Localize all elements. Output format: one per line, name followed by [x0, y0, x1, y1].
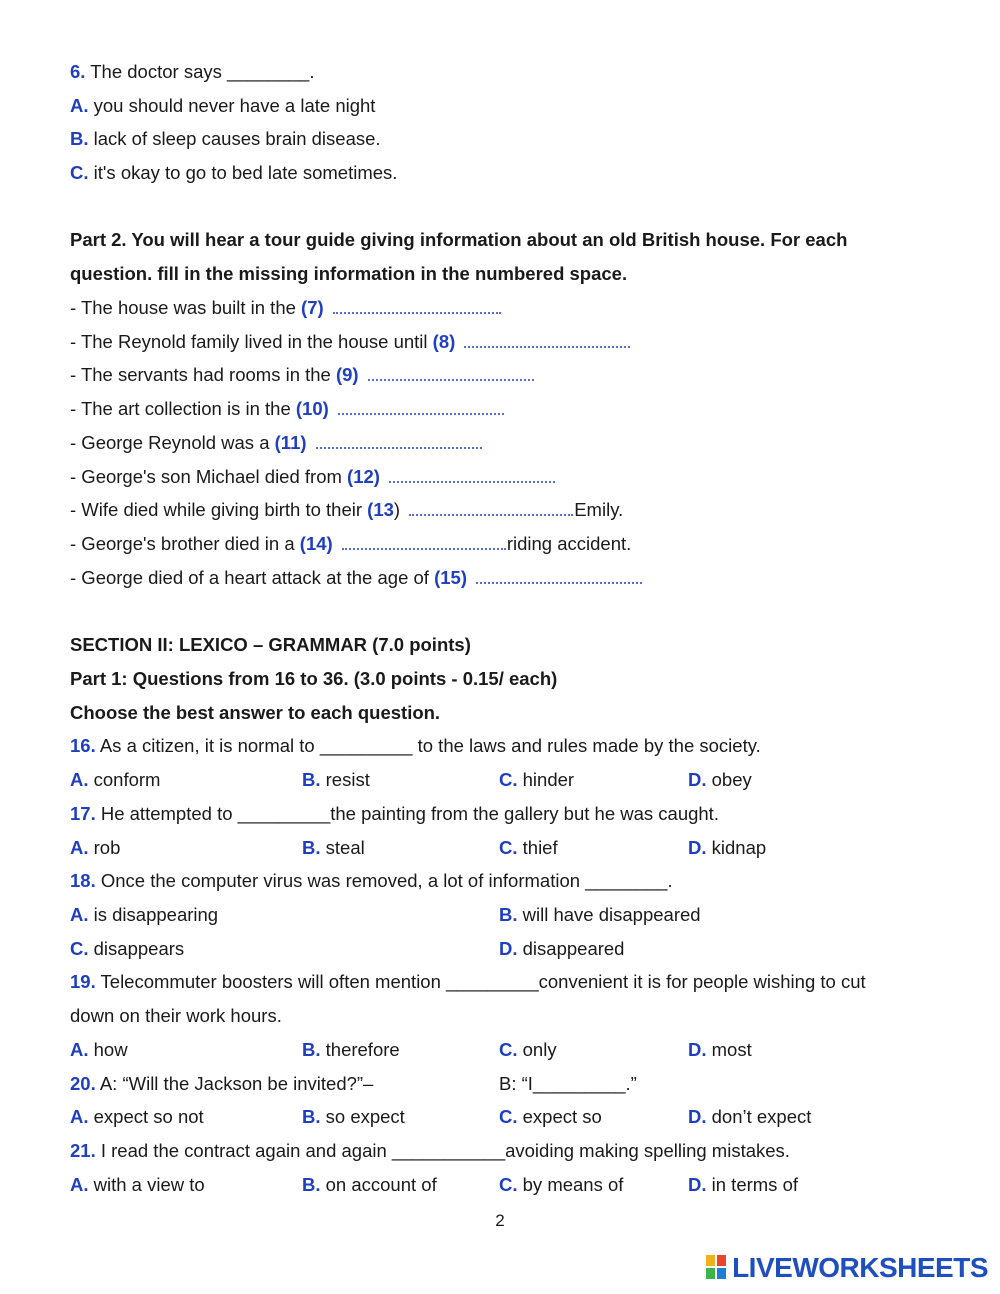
option-letter: C.: [70, 938, 89, 959]
answer-blank-15[interactable]: [476, 580, 642, 584]
question-number: 18.: [70, 870, 96, 891]
option-text: thief: [522, 837, 558, 858]
option-letter: B.: [302, 769, 321, 790]
option-letter: A.: [70, 837, 89, 858]
option-letter: D.: [688, 769, 707, 790]
option-letter: D.: [688, 1039, 707, 1060]
option-letter: D.: [499, 938, 518, 959]
q20-stem-b: B: “I_________.”: [499, 1073, 637, 1094]
q20-option-a[interactable]: [70, 1102, 204, 1132]
page-number: 2: [495, 1211, 505, 1230]
q18-option-a[interactable]: [70, 900, 218, 930]
question-number: 21.: [70, 1140, 96, 1161]
option-letter: A.: [70, 95, 89, 116]
option-text: hinder: [522, 769, 575, 790]
q6-option-c[interactable]: [70, 158, 397, 188]
q18-option-b[interactable]: [499, 900, 701, 930]
option-text: rob: [93, 837, 121, 858]
option-text: is disappearing: [93, 904, 219, 925]
question-number: 19.: [70, 971, 96, 992]
q16-option-c[interactable]: [499, 765, 574, 795]
item-text: - Wife died while giving birth to their: [70, 499, 368, 520]
item-text: - The art collection is in the: [70, 398, 296, 419]
item-paren: ): [393, 499, 401, 520]
option-text: will have disappeared: [522, 904, 701, 925]
q19-option-d[interactable]: [688, 1035, 752, 1065]
answer-blank-9[interactable]: [368, 377, 534, 381]
question-text: Telecommuter boosters will often mention _________convenient it is for people wishing to cut: [100, 971, 866, 992]
question-text: A: “Will the Jackson be invited?”–: [99, 1073, 374, 1094]
option-text: conform: [93, 769, 161, 790]
option-text: therefore: [325, 1039, 400, 1060]
item-number: (13: [367, 499, 394, 520]
option-text: only: [522, 1039, 557, 1060]
part2-item-9: [70, 360, 534, 390]
item-text: - George died of a heart attack at the age of: [70, 567, 435, 588]
q21-option-c[interactable]: [499, 1170, 623, 1200]
q17-stem: [70, 799, 719, 829]
q19-stem: [70, 967, 866, 997]
q21-option-d[interactable]: [688, 1170, 798, 1200]
section2-title: SECTION II: LEXICO – GRAMMAR (7.0 points): [70, 634, 471, 655]
option-letter: B.: [499, 904, 518, 925]
question-number: 17.: [70, 803, 96, 824]
option-text: don’t expect: [711, 1106, 812, 1127]
part2-item-8: [70, 327, 630, 357]
option-text: you should never have a late night: [93, 95, 376, 116]
item-text: - The house was built in the: [70, 297, 302, 318]
option-text: with a view to: [93, 1174, 205, 1195]
item-text: - George Reynold was a: [70, 432, 275, 453]
item-text: - George's son Michael died from: [70, 466, 348, 487]
option-text: expect so not: [93, 1106, 204, 1127]
item-number: (10): [295, 398, 329, 419]
q17-option-b[interactable]: [302, 833, 365, 863]
q21-stem: [70, 1136, 790, 1166]
option-letter: A.: [70, 769, 89, 790]
q19-option-b[interactable]: [302, 1035, 400, 1065]
question-text: He attempted to _________the painting from the gallery but he was caught.: [100, 803, 719, 824]
option-text: obey: [711, 769, 752, 790]
liveworksheets-logo-icon: [706, 1255, 728, 1281]
answer-blank-10[interactable]: [338, 411, 504, 415]
option-text: on account of: [325, 1174, 437, 1195]
q19-option-c[interactable]: [499, 1035, 557, 1065]
part2-item-12: [70, 462, 555, 492]
q18-stem: [70, 866, 673, 896]
option-letter: A.: [70, 1174, 89, 1195]
option-text: disappeared: [522, 938, 625, 959]
q17-option-c[interactable]: [499, 833, 558, 863]
item-text: - The servants had rooms in the: [70, 364, 336, 385]
option-letter: B.: [302, 1174, 321, 1195]
q6-number: 6.: [70, 61, 86, 82]
question-text: Once the computer virus was removed, a lot of information ________.: [100, 870, 673, 891]
option-letter: C.: [499, 837, 518, 858]
item-post-text: riding accident.: [506, 533, 632, 554]
section2-instruction: Choose the best answer to each question.: [70, 702, 441, 723]
q21-option-a[interactable]: [70, 1170, 205, 1200]
option-letter: D.: [688, 1106, 707, 1127]
option-text: in terms of: [711, 1174, 798, 1195]
option-letter: B.: [70, 128, 89, 149]
option-text: most: [711, 1039, 752, 1060]
option-letter: B.: [302, 1106, 321, 1127]
item-number: (12): [347, 466, 380, 487]
q17-option-a[interactable]: [70, 833, 120, 863]
item-number: (14): [299, 533, 333, 554]
question-text: As a citizen, it is normal to _________ to the laws and rules made by the society.: [99, 735, 761, 756]
liveworksheets-logo-text: LIVEWORKSHEETS: [732, 1252, 988, 1283]
q21-option-b[interactable]: [302, 1170, 437, 1200]
q19-stem-continued: down on their work hours.: [70, 1005, 282, 1026]
answer-blank-7[interactable]: [333, 310, 501, 314]
option-text: how: [93, 1039, 128, 1060]
option-text: so expect: [325, 1106, 405, 1127]
option-letter: D.: [688, 837, 707, 858]
item-number: (8): [432, 331, 456, 352]
option-letter: A.: [70, 1039, 89, 1060]
option-letter: A.: [70, 904, 89, 925]
option-text: lack of sleep causes brain disease.: [93, 128, 381, 149]
part2-item-15: [70, 563, 642, 593]
option-letter: B.: [302, 1039, 321, 1060]
item-number: (9): [335, 364, 359, 385]
option-text: steal: [325, 837, 365, 858]
q19-option-a[interactable]: [70, 1035, 128, 1065]
answer-blank-11[interactable]: [316, 445, 482, 449]
question-number: 16.: [70, 735, 96, 756]
option-letter: C.: [499, 1174, 518, 1195]
option-letter: A.: [70, 1106, 89, 1127]
part2-item-14: [70, 529, 631, 559]
q20-option-b[interactable]: [302, 1102, 405, 1132]
answer-blank-14[interactable]: [342, 546, 506, 550]
q6-option-b[interactable]: [70, 124, 381, 154]
q6-stem: [70, 57, 314, 87]
option-letter: D.: [688, 1174, 707, 1195]
item-number: (11): [274, 432, 307, 453]
option-letter: C.: [70, 162, 89, 183]
q16-option-d[interactable]: [688, 765, 752, 795]
q18-option-c[interactable]: [70, 934, 184, 964]
part2-item-10: [70, 394, 504, 424]
option-letter: C.: [499, 769, 518, 790]
option-text: disappears: [93, 938, 185, 959]
answer-blank-12[interactable]: [389, 479, 555, 483]
answer-blank-13[interactable]: [409, 512, 573, 516]
item-text: - The Reynold family lived in the house until: [70, 331, 433, 352]
q16-stem: [70, 731, 761, 761]
section2-part1: Part 1: Questions from 16 to 36. (3.0 points - 0.15/ each): [70, 668, 558, 689]
part2-item-13: [70, 495, 623, 525]
part2-heading-line1: Part 2. You will hear a tour guide giving information about an old British house. For each: [70, 229, 848, 250]
option-letter: C.: [499, 1039, 518, 1060]
q6-option-a[interactable]: [70, 91, 375, 121]
item-number: (7): [301, 297, 324, 318]
answer-blank-8[interactable]: [464, 344, 630, 348]
q16-option-a[interactable]: [70, 765, 160, 795]
option-text: resist: [325, 769, 370, 790]
item-number: (15): [434, 567, 467, 588]
option-text: it's okay to go to bed late sometimes.: [93, 162, 398, 183]
liveworksheets-logo[interactable]: [706, 1252, 988, 1284]
q16-option-b[interactable]: [302, 765, 370, 795]
q17-option-d[interactable]: [688, 833, 766, 863]
question-number: 20.: [70, 1073, 96, 1094]
q20-option-c[interactable]: [499, 1102, 602, 1132]
option-letter: B.: [302, 837, 321, 858]
part2-item-11: [70, 428, 482, 458]
option-letter: C.: [499, 1106, 518, 1127]
q18-option-d[interactable]: [499, 934, 624, 964]
q6-text: The doctor says ________.: [90, 61, 315, 82]
q20-option-d[interactable]: [688, 1102, 811, 1132]
q20-stem: [70, 1069, 373, 1099]
item-text: - George's brother died in a: [70, 533, 300, 554]
option-text: by means of: [522, 1174, 624, 1195]
option-text: kidnap: [711, 837, 767, 858]
item-post-text: Emily.: [574, 499, 624, 520]
part2-heading-line2: question. fill in the missing information in the numbered space.: [70, 263, 628, 284]
option-text: expect so: [522, 1106, 602, 1127]
part2-item-7: [70, 293, 501, 323]
question-text: I read the contract again and again ___________avoiding making spelling mistakes.: [100, 1140, 790, 1161]
